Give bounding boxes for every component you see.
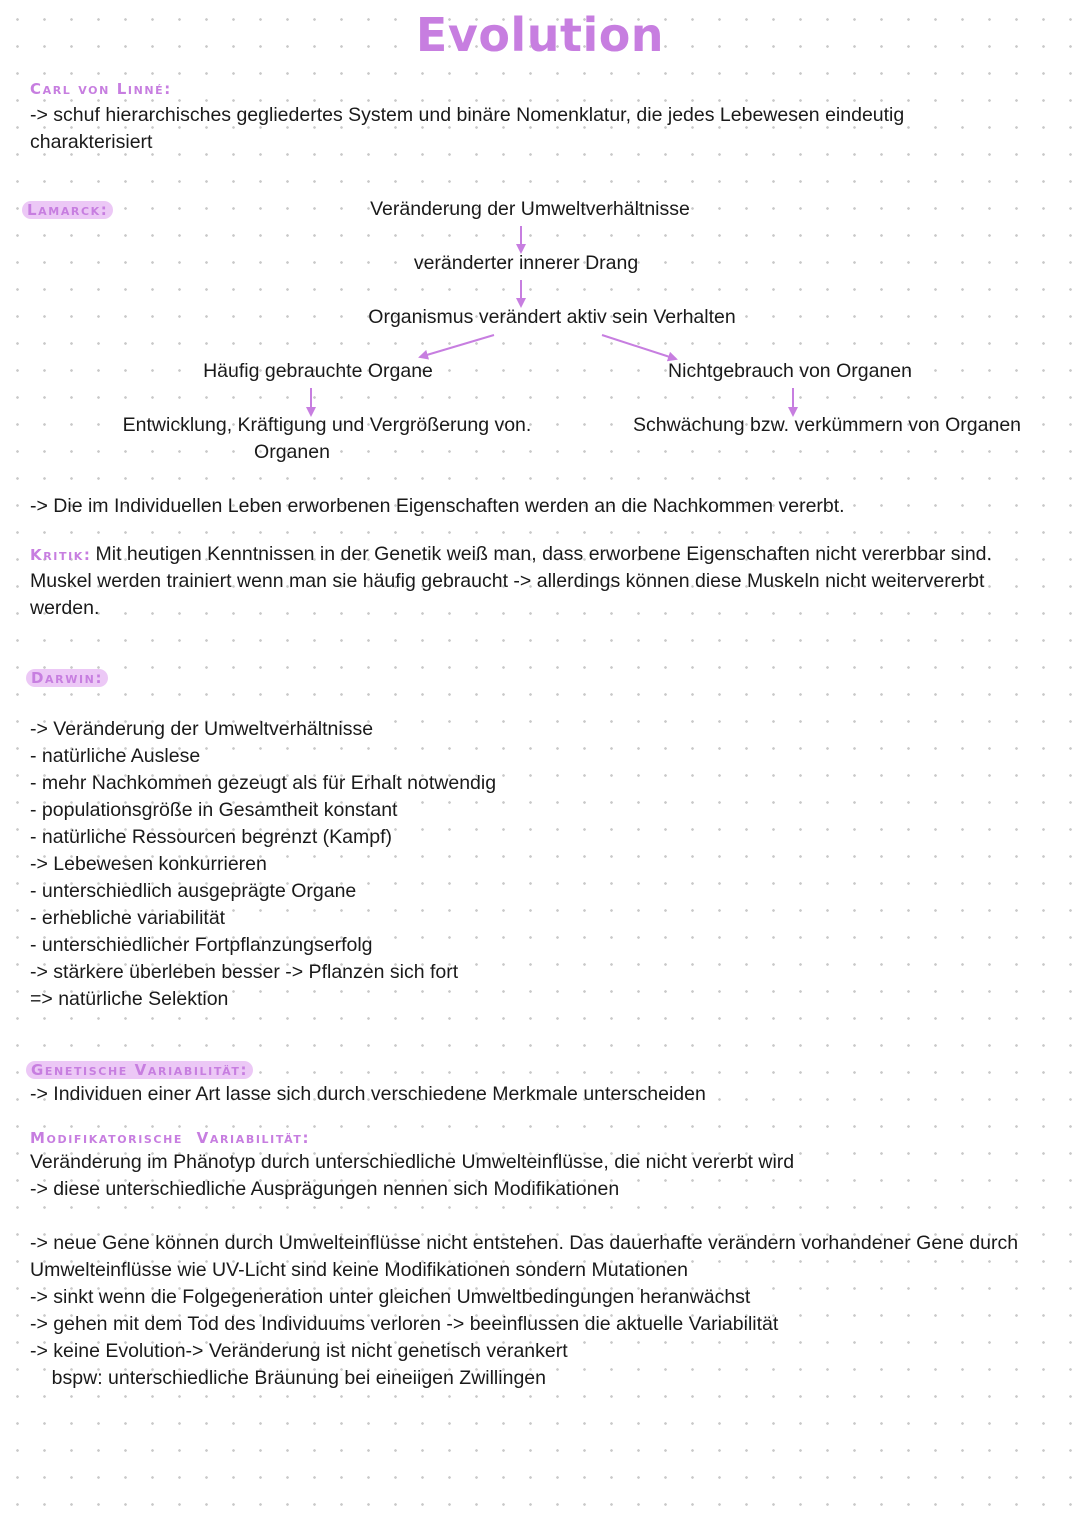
lamarck-step-drive: veränderter innerer Drang xyxy=(413,252,639,274)
list-item: -> neue Gene können durch Umwelteinflüsse nicht entstehen. Das dauerhafte verändern vorhandener Gene durch xyxy=(30,1232,1019,1254)
list-item: - unterschiedlich ausgeprägte Organe xyxy=(30,880,357,902)
arrow-left-branch xyxy=(420,335,494,357)
lamarck-branch-unused-organs: Nichtgebrauch von Organen xyxy=(668,360,912,382)
list-item: -> Lebewesen konkurrieren xyxy=(30,853,267,875)
modification-line2: -> diese unterschiedliche Ausprägungen nennen sich Modifikationen xyxy=(30,1178,620,1200)
arrow-right-branch xyxy=(602,335,676,359)
darwin-list xyxy=(30,716,496,1013)
lamarck-critique-line2: Muskel werden trainiert wenn man sie häufig gebraucht -> allerdings können diese Muskeln nicht weitervererbt xyxy=(30,570,985,592)
list-item: => natürliche Selektion xyxy=(30,988,229,1010)
darwin-heading: Darwin: xyxy=(26,669,108,687)
lamarck-result-weakening: Schwächung bzw. verkümmern von Organen xyxy=(632,414,1022,436)
list-item: - natürliche Auslese xyxy=(30,745,201,767)
list-item: - unterschiedlicher Fortpflanzungserfolg xyxy=(30,934,373,956)
lamarck-step-environment: Veränderung der Umweltverhältnisse xyxy=(370,198,690,220)
lamarck-critique-line3: werden. xyxy=(30,597,100,619)
critique-heading: Kritik: xyxy=(30,546,92,564)
critique-text-1: Mit heutigen Kenntnissen in der Genetik weiß man, dass erworbene Eigenschaften nicht vererbbar sind. xyxy=(95,543,992,565)
list-item: bspw: unterschiedliche Bräunung bei eineiigen Zwillingen xyxy=(30,1367,546,1389)
modification-line1: Veränderung im Phänotyp durch unterschiedliche Umwelteinflüsse, die nicht vererbt wird xyxy=(30,1151,795,1173)
linne-heading: Carl von Linné: xyxy=(30,80,172,98)
lamarck-step-behaviour: Organismus verändert aktiv sein Verhalten xyxy=(368,306,736,328)
list-item: Umwelteinflüsse wie UV-Licht sind keine Modifikationen sondern Mutationen xyxy=(30,1259,688,1281)
lamarck-conclusion: -> Die im Individuellen Leben erworbenen Eigenschaften werden an die Nachkommen vererbt. xyxy=(30,495,845,517)
genetic-variability-heading: Genetische Variabilität: xyxy=(26,1061,253,1079)
genetic-variability-text: -> Individuen einer Art lasse sich durch verschiedene Merkmale unterscheiden xyxy=(30,1083,706,1105)
list-item: -> sinkt wenn die Folgegeneration unter gleichen Umweltbedingungen heranwächst xyxy=(30,1286,751,1308)
linne-text: -> schuf hierarchisches gegliedertes System und binäre Nomenklatur, die jedes Lebewesen eindeutig charakterisiert xyxy=(30,104,905,153)
modification-notes xyxy=(30,1230,1018,1392)
lamarck-heading: Lamarck: xyxy=(22,201,113,219)
list-item: - mehr Nachkommen gezeugt als für Erhalt notwendig xyxy=(30,772,497,794)
list-item: -> Veränderung der Umweltverhältnisse xyxy=(30,718,374,740)
lamarck-critique-line1 xyxy=(30,541,992,569)
list-item: -> stärkere überleben besser -> Pflanzen sich fort xyxy=(30,961,459,983)
modification-variability-heading: Modifikatorische Variabilität: xyxy=(30,1129,311,1147)
list-item: -> gehen mit dem Tod des Individuums verloren -> beeinflussen die aktuelle Variabilität xyxy=(30,1313,779,1335)
lamarck-result-development: Entwicklung, Kräftigung und Vergrößerung von. xyxy=(122,414,532,436)
page-title: Evolution xyxy=(415,8,665,62)
lamarck-branch-used-organs: Häufig gebrauchte Organe xyxy=(203,360,433,382)
lamarck-result-development-cont: Organen xyxy=(254,441,330,463)
list-item: - natürliche Ressourcen begrenzt (Kampf) xyxy=(30,826,392,848)
list-item: - erhebliche variabilität xyxy=(30,907,226,929)
list-item: - populationsgröße in Gesamtheit konstant xyxy=(30,799,398,821)
list-item: -> keine Evolution-> Veränderung ist nicht genetisch verankert xyxy=(30,1340,568,1362)
